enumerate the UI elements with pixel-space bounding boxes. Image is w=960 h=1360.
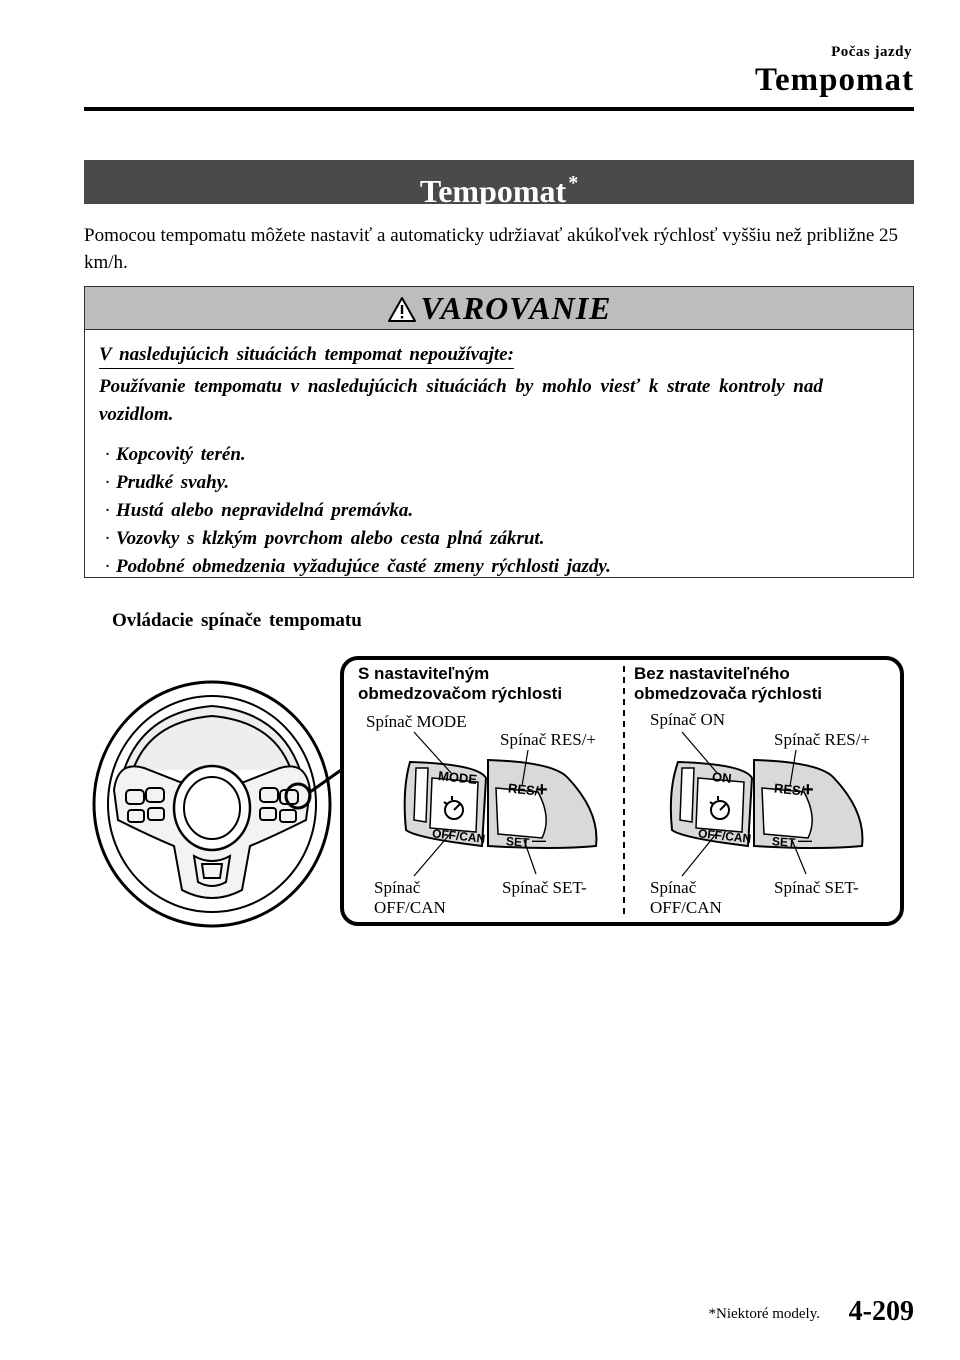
warning-item-text: Vozovky s klzkým povrchom alebo cesta plná zákrut. (116, 528, 545, 549)
warning-body (99, 341, 899, 581)
left-group-title-line1: S nastaviteľným (358, 664, 490, 683)
footnote: *Niektoré modely. (708, 1306, 820, 1322)
res-button-label: RES/ (773, 780, 806, 799)
bullet: · (104, 472, 111, 493)
label-off-can-line2: OFF/CAN (650, 898, 722, 917)
label-set-switch: Spínač SET- (502, 878, 587, 897)
warning-heading-bar (85, 287, 913, 330)
off-can-button-label: OFF/CAN (697, 826, 752, 846)
set-button-label: SET (771, 834, 796, 850)
warning-box (84, 286, 914, 578)
minus-button-label: — (532, 832, 546, 848)
intro-paragraph: Pomocou tempomatu môžete nastaviť a automaticky udržiavať akúkoľvek rýchlosť vyššiu než približne 25 km/h. (84, 225, 899, 273)
label-on-switch: Spínač ON (650, 710, 726, 729)
running-header-title: Tempomat (755, 62, 914, 98)
figure-caption: Ovládacie spínače tempomatu (112, 610, 362, 631)
warning-list-item (99, 441, 899, 469)
right-group-title (634, 664, 822, 704)
bullet: · (104, 528, 111, 549)
warning-item-text: Hustá alebo nepravidelná premávka. (116, 500, 414, 521)
label-res-switch: Spínač RES/+ (774, 730, 871, 749)
left-group-title-line2: obmedzovačom rýchlosti (358, 684, 563, 703)
bullet: · (104, 500, 111, 521)
running-header-section: Počas jazdy (831, 44, 912, 60)
label-off-can-line1: Spínač (374, 878, 421, 897)
set-button-label: SET (505, 834, 530, 850)
section-title-asterisk: * (568, 172, 579, 194)
warning-item-text: Podobné obmedzenia vyžadujúce časté zmeny rýchlosti jazdy. (116, 556, 611, 577)
plus-button-label: + (802, 779, 814, 801)
bullet: · (104, 444, 111, 465)
right-group-title-line1: Bez nastaviteľného (634, 664, 790, 683)
warning-text: Používanie tempomatu v nasledujúcich situáciách by mohlo viesť k strate kontroly nad vozidlom. (99, 376, 823, 425)
bullet: · (104, 556, 111, 577)
label-mode-switch: Spínač MODE (366, 712, 467, 731)
label-off-can-line2: OFF/CAN (374, 898, 446, 917)
warning-list (99, 441, 899, 581)
on-button-label: ON (711, 769, 733, 786)
warning-list-item (99, 525, 899, 553)
minus-button-label: — (798, 832, 812, 848)
left-group-title (358, 664, 562, 704)
label-off-can-switch (650, 878, 722, 918)
warning-list-item (99, 469, 899, 497)
off-can-button-label: OFF/CAN (431, 826, 486, 846)
plus-button-label: + (536, 779, 548, 801)
mode-button-label: MODE (437, 768, 478, 787)
label-set-switch: Spínač SET- (774, 878, 859, 897)
warning-list-item (99, 497, 899, 525)
label-off-can-switch (374, 878, 446, 918)
section-title: Tempomat (419, 173, 567, 209)
page-number: 4-209 (848, 1296, 914, 1327)
warning-list-item (99, 553, 899, 581)
warning-item-text: Kopcovitý terén. (116, 444, 246, 465)
cruise-control-switch-illustration (84, 650, 914, 940)
res-button-label: RES/ (507, 780, 540, 799)
right-group-title-line2: obmedzovača rýchlosti (634, 684, 823, 703)
warning-heading: VAROVANIE (420, 290, 612, 326)
warning-item-text: Prudké svahy. (116, 472, 230, 493)
header-rule (84, 107, 914, 111)
warning-lead: V nasledujúcich situáciách tempomat nepoužívajte: (99, 343, 514, 369)
label-res-switch: Spínač RES/+ (500, 730, 597, 749)
section-title-bar (84, 160, 914, 209)
warning-triangle-icon (387, 296, 417, 323)
label-off-can-line1: Spínač (650, 878, 697, 897)
